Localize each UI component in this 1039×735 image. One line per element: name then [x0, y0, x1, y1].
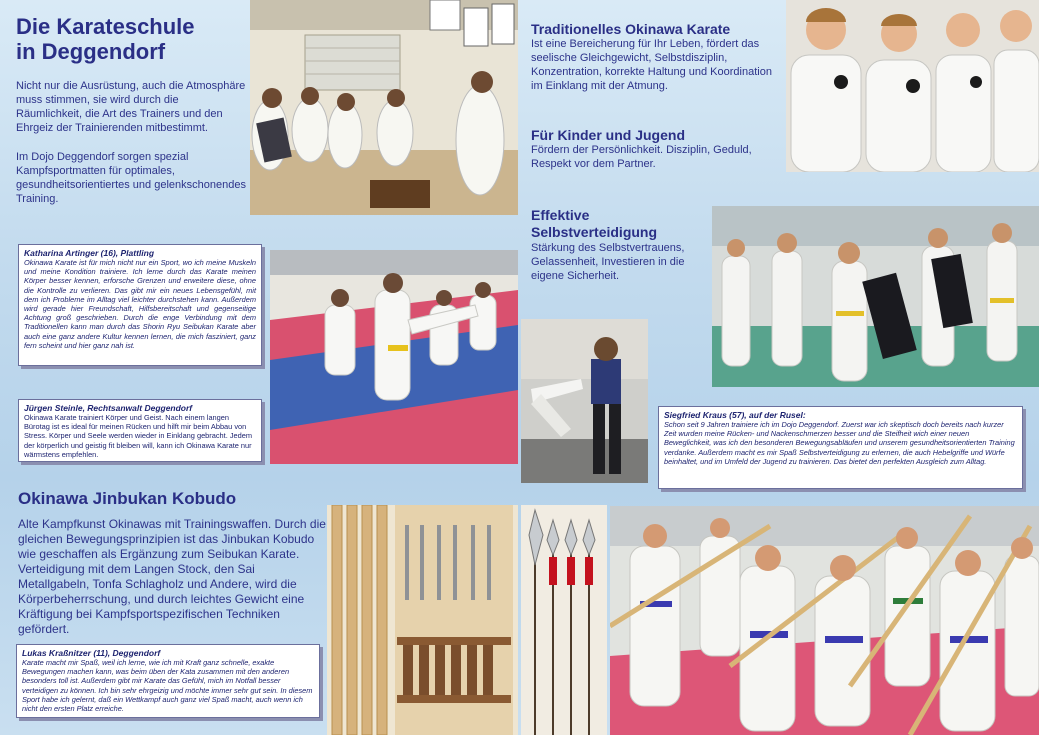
traditional-title: Traditionelles Okinawa Karate	[531, 21, 731, 37]
traditional-text: Ist eine Bereicherung für Ihr Leben, fördert das seelische Gleichgewicht, Selbstdisziplin, Konzentration, korrekte Haltung und Koordination im Einklang mit der Atmung.	[531, 38, 772, 92]
testimonial-text: Karate macht mir Spaß, weil ich lerne, wie ich mit Kraft ganz schnelle, exakte Bewegungen machen kann, was beim üben der Kata zusammen mit den anderen besonders toll ist. Außerdem gibt mir Karate das Gefühl, mich im Notfall besser verteidigen zu können. Ich bin sehr ehrgeizig und möchte immer sehr gut sein. In diesem Sport habe ich gelernt, daß ein Wettkampf auch ganz viel Spaß macht, auch wenn ich nicht den ersten Platz erreiche.	[22, 658, 313, 714]
kobudo-title: Okinawa Jinbukan Kobudo	[18, 489, 237, 508]
self-defense-title	[531, 207, 731, 241]
testimonial-name: Katharina Artinger (16), Plattling	[24, 248, 155, 258]
title-line-2: in Deggendorf	[16, 39, 166, 64]
testimonial-text: Okinawa Karate ist für mich nicht nur ein Sport, wo ich meine Muskeln und meine Kondition trainiere. Ich lerne durch das Karate meinen Körper besser kennen, erforsche Grenzen und erweitere diese, ohne die Kontrolle zu verlieren. Das gibt mir ein neues Lebensgefühl, mit dem ich Probleme im Alltag viel leichter durchstehen kann. Außerdem wird gerade hier Freundschaft, Hilfsbereitschaft und gegenseitige Achtung groß geschrieben. Durch die enge Verbindung mit dem Traditionellen kann man durch das Shorin Ryu Seibukan Karate aber auch eine ganz andere Kultur kennen lernen, die mich fasziniert, ganz fern scheint und hier ganz nah ist.	[24, 258, 256, 350]
self-defense-title-line-2: Selbstverteidigung	[531, 224, 658, 240]
dojo-room-photo	[250, 0, 518, 215]
self-defense-photo	[521, 319, 648, 483]
title-line-1: Die Karateschule	[16, 14, 195, 39]
bo-staff-training-photo	[610, 506, 1039, 735]
testimonial-juergen	[18, 399, 262, 462]
testimonial-siegfried	[658, 406, 1023, 489]
page-title	[16, 14, 241, 64]
intro-paragraph: Nicht nur die Ausrüstung, auch die Atmosphäre muss stimmen, sie wird durch die Räumlichkeit, die Art des Trainers und den Ehrgeiz der Trainierenden mitbestimmt.	[16, 80, 246, 134]
kicking-training-photo	[270, 250, 518, 464]
testimonial-name: Siegfried Kraus (57), auf der Rusel:	[664, 410, 806, 420]
testimonial-text: Schon seit 9 Jahren trainiere ich im Dojo Deggendorf. Zuerst war ich skeptisch doch bereits nach kurzer Zeit wurden meine Rücken- und Nackenschmerzen besser und die Steifheit wich einer neuen Beweglichkeit, was ich den besonderen Bewegungsabläufen und unserem gesundheitsorientierten Training verdanke. Außerdem macht es mir Spaß Selbstverteidigung zu erlernen, die auch Hebelgriffe und Würfe beinhaltet, und im Umfeld der Jugend zu trainieren. Das bietet den perfekten Ausgleich zum Alltag.	[664, 420, 1015, 466]
testimonial-text: Okinawa Karate trainiert Körper und Geist. Nach einem langen Bürotag ist es ideal für meinen Rücken und hilft mir beim Abbau von Stress. Körper und Seele werden wieder in Einklang gebracht. Jedem der körperlich und geistig fit bleiben will, kann ich Okinawa Karate nur wärmstens empfehlen.	[24, 413, 253, 459]
dojo-paragraph: Im Dojo Deggendorf sorgen spezial Kampfsportmatten für optimales, gesundheitsorientiertes und gelenkschonendes Training.	[16, 151, 246, 205]
testimonial-name: Jürgen Steinle, Rechtsanwalt Deggendorf	[24, 403, 193, 413]
pad-training-photo	[712, 206, 1039, 387]
weapon-rack-photo	[327, 505, 518, 735]
testimonial-lukas	[16, 644, 320, 718]
spears-photo	[521, 505, 607, 735]
self-defense-title-line-1: Effektive	[531, 207, 590, 223]
kids-kneeling-photo	[786, 0, 1039, 172]
self-defense-text: Stärkung des Selbstvertrauens, Gelassenheit, Investieren in die eigene Sicherheit.	[531, 242, 685, 282]
kids-title: Für Kinder und Jugend	[531, 127, 685, 143]
testimonial-name: Lukas Kraßnitzer (11), Deggendorf	[22, 648, 161, 658]
kobudo-text: Alte Kampfkunst Okinawas mit Trainingswaffen. Durch die gleichen Bewegungsprinzipien ist das Jinbukan Kobudo wie geschaffen als Ergänzung zum Seibukan Karate. Verteidigung mit dem Langen Stock, den Sai Metallgabeln, Tonfa Schlagholz und Andere, wird die Körperbeherrschung, und durch leichtes Gewicht eine Kräftigung bei Kampfsportspezifischen Techniken gefördert.	[18, 517, 326, 636]
kids-text: Fördern der Persönlichkeit. Disziplin, Geduld, Respekt vor dem Partner.	[531, 144, 752, 170]
testimonial-katharina	[18, 244, 262, 366]
